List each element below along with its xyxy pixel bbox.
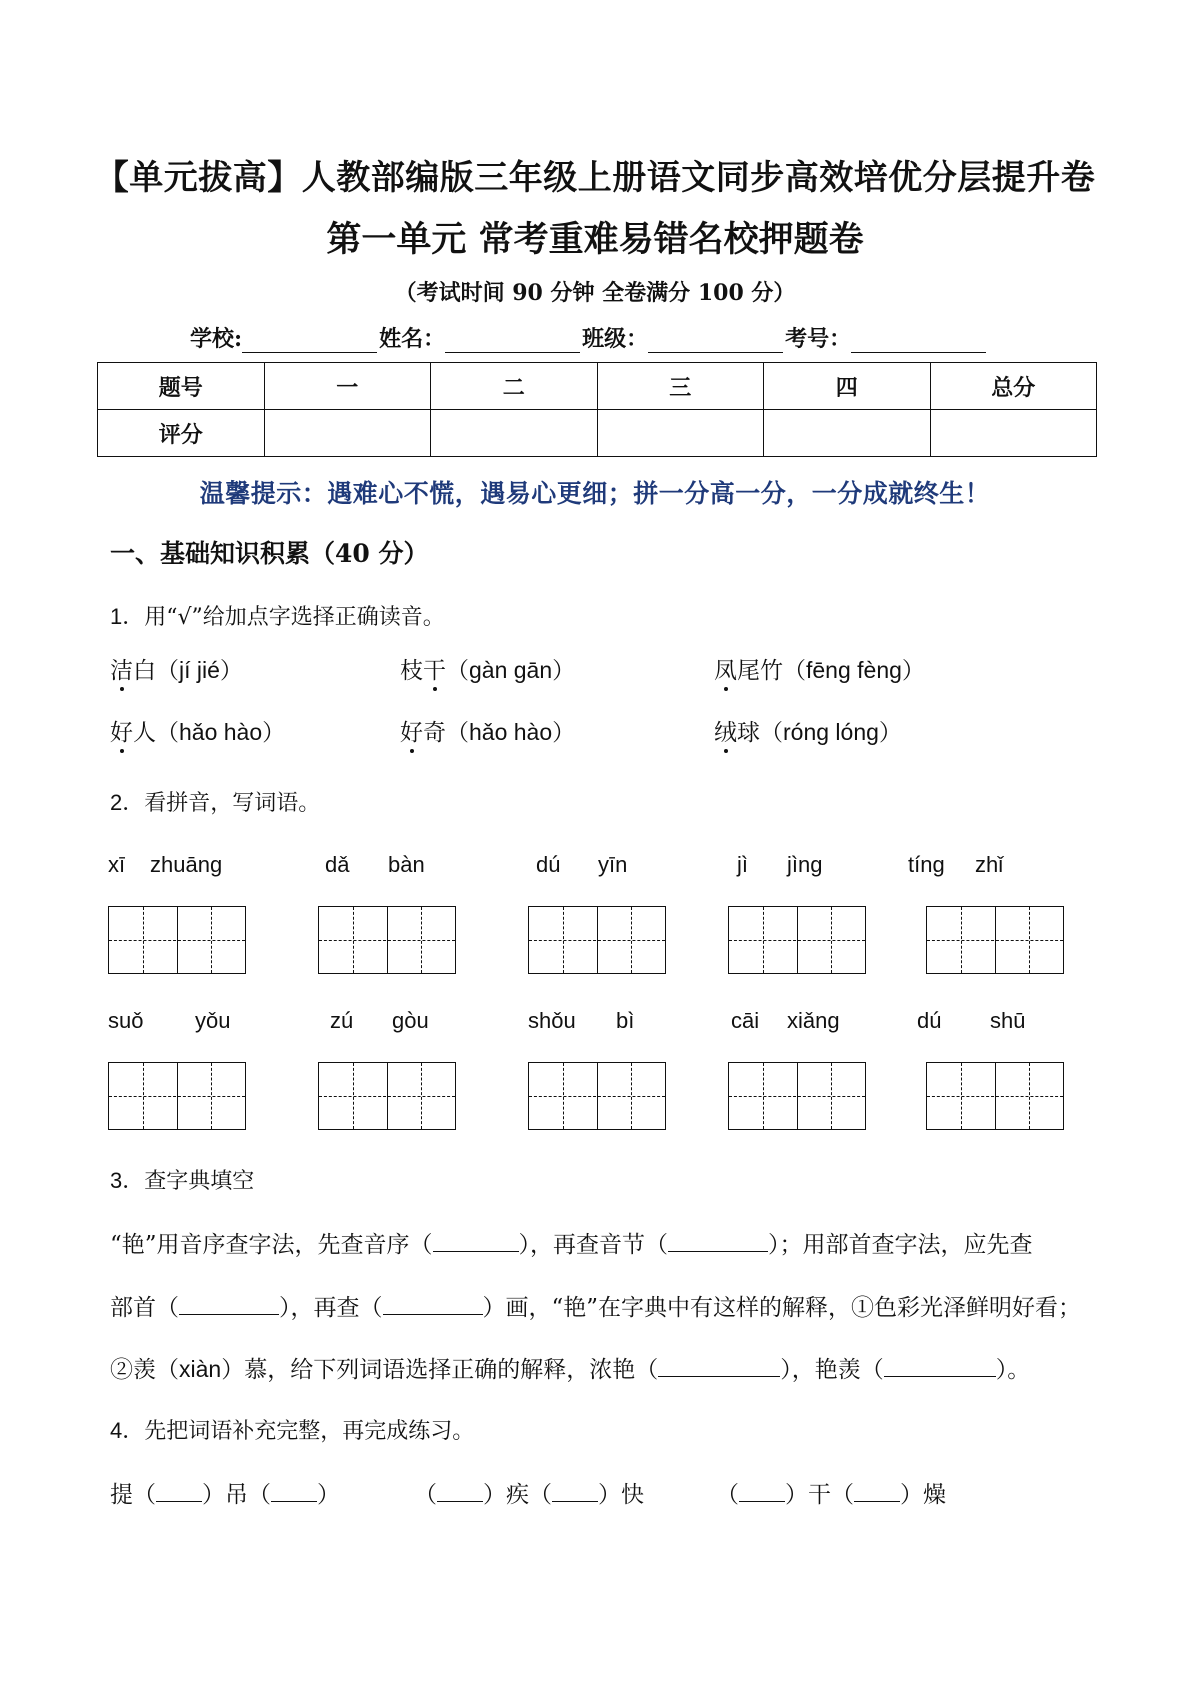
question-4-prompt: 4．先把词语补充完整，再完成练习。 bbox=[110, 1418, 475, 1444]
pinyin-label: zhuāng bbox=[150, 852, 223, 877]
writing-grid[interactable] bbox=[318, 906, 456, 974]
pinyin-label: bì bbox=[616, 1008, 635, 1033]
writing-grid[interactable] bbox=[926, 906, 1064, 974]
answer-blank[interactable] bbox=[668, 1231, 768, 1252]
pinyin-label: yǒu bbox=[195, 1008, 231, 1033]
pinyin-label: dú bbox=[536, 852, 561, 877]
score-cell[interactable] bbox=[264, 410, 431, 457]
exam-duration: （考试时间 90 分钟 全卷满分 100 分） bbox=[394, 280, 796, 306]
table-cell: 二 bbox=[431, 363, 598, 410]
school-field[interactable] bbox=[242, 330, 377, 353]
q4-group-2: （ ）疾（ ）快 bbox=[414, 1482, 644, 1508]
table-cell: 一 bbox=[264, 363, 431, 410]
class-label: 班级： bbox=[582, 326, 649, 352]
score-cell[interactable] bbox=[930, 410, 1097, 457]
pinyin-label: bàn bbox=[388, 852, 425, 877]
table-cell: 三 bbox=[597, 363, 764, 410]
score-cell[interactable] bbox=[431, 410, 598, 457]
question-2-prompt: 2．看拼音，写词语。 bbox=[110, 790, 321, 816]
pinyin-label: jì bbox=[737, 852, 748, 877]
exam-no-field[interactable] bbox=[851, 330, 986, 353]
answer-blank[interactable] bbox=[854, 1481, 900, 1502]
answer-blank[interactable] bbox=[433, 1231, 519, 1252]
pinyin-label: zhǐ bbox=[975, 852, 1004, 877]
score-table-header-row bbox=[98, 363, 1097, 410]
pinyin-label: zú bbox=[330, 1008, 354, 1033]
question-1-prompt: 1．用“√”给加点字选择正确读音。 bbox=[110, 604, 445, 630]
student-info-row bbox=[190, 322, 988, 353]
writing-grid[interactable] bbox=[108, 906, 246, 974]
pinyin-label: jìng bbox=[787, 852, 823, 877]
score-table bbox=[97, 362, 1097, 457]
school-label: 学校: bbox=[190, 326, 243, 352]
pinyin-label: gòu bbox=[392, 1008, 429, 1033]
answer-blank[interactable] bbox=[271, 1481, 317, 1502]
pinyin-label: shū bbox=[990, 1008, 1026, 1033]
pinyin-label: yīn bbox=[598, 852, 628, 877]
name-field[interactable] bbox=[445, 330, 580, 353]
answer-blank[interactable] bbox=[739, 1481, 785, 1502]
q1-item: 凤尾竹（fēng fèng） bbox=[714, 657, 925, 684]
writing-grid[interactable] bbox=[318, 1062, 456, 1130]
writing-grid[interactable] bbox=[528, 1062, 666, 1130]
q1-item: 好人（hǎo hào） bbox=[110, 719, 286, 746]
answer-blank[interactable] bbox=[383, 1294, 483, 1315]
answer-blank[interactable] bbox=[156, 1481, 202, 1502]
section-heading: 一、基础知识积累（40 分） bbox=[110, 539, 429, 568]
name-label: 姓名： bbox=[379, 326, 446, 352]
answer-blank[interactable] bbox=[658, 1356, 780, 1377]
question-3-prompt: 3．查字典填空 bbox=[110, 1168, 255, 1194]
table-cell: 评分 bbox=[98, 410, 265, 457]
table-cell: 总分 bbox=[930, 363, 1097, 410]
warm-tip: 温馨提示：遇难心不慌，遇易心更细；拼一分高一分，一分成就终生！ bbox=[199, 479, 991, 508]
class-field[interactable] bbox=[648, 330, 783, 353]
answer-blank[interactable] bbox=[179, 1294, 279, 1315]
pinyin-label: tíng bbox=[908, 852, 945, 877]
pinyin-label: dú bbox=[917, 1008, 942, 1033]
writing-grid[interactable] bbox=[108, 1062, 246, 1130]
writing-grid[interactable] bbox=[528, 906, 666, 974]
q4-group-1: 提（ ）吊（ ） bbox=[110, 1482, 340, 1508]
table-cell: 四 bbox=[764, 363, 931, 410]
q1-item: 枝干（gàn gān） bbox=[400, 657, 576, 684]
pinyin-label: xiǎng bbox=[787, 1008, 840, 1033]
exam-no-label: 考号： bbox=[785, 326, 852, 352]
q1-item: 好奇（hǎo hào） bbox=[400, 719, 576, 746]
paper-title: 【单元拔高】人教部编版三年级上册语文同步高效培优分层提升卷 bbox=[94, 158, 1096, 198]
q1-item: 绒球（róng lóng） bbox=[714, 719, 902, 746]
pinyin-label: dǎ bbox=[325, 852, 350, 877]
q3-line-2: 部首（ ），再查（ ）画，“艳”在字典中有这样的解释，①色彩光泽鲜明好看； bbox=[110, 1295, 1082, 1321]
pinyin-label: cāi bbox=[731, 1008, 760, 1033]
table-cell: 题号 bbox=[98, 363, 265, 410]
writing-grid[interactable] bbox=[728, 906, 866, 974]
q3-line-1: “艳”用音序查字法，先查音序（ ），再查音节（ ）；用部首查字法，应先查 bbox=[110, 1232, 1033, 1258]
pinyin-label: suǒ bbox=[108, 1008, 144, 1033]
writing-grid[interactable] bbox=[728, 1062, 866, 1130]
q1-item: 洁白（jí jié） bbox=[110, 657, 243, 684]
pinyin-label: xī bbox=[108, 852, 126, 877]
paper-subtitle: 第一单元 常考重难易错名校押题卷 bbox=[326, 219, 864, 260]
q4-group-3: （ ）干（ ）燥 bbox=[716, 1482, 946, 1508]
writing-grid[interactable] bbox=[926, 1062, 1064, 1130]
score-cell[interactable] bbox=[764, 410, 931, 457]
q3-line-3: ②羡（xiàn）慕，给下列词语选择正确的解释，浓艳（ ），艳羡（ ）。 bbox=[110, 1356, 1031, 1383]
answer-blank[interactable] bbox=[437, 1481, 483, 1502]
answer-blank[interactable] bbox=[552, 1481, 598, 1502]
answer-blank[interactable] bbox=[884, 1356, 996, 1377]
pinyin-label: shǒu bbox=[528, 1008, 576, 1033]
score-cell[interactable] bbox=[597, 410, 764, 457]
score-table-score-row bbox=[98, 410, 1097, 457]
